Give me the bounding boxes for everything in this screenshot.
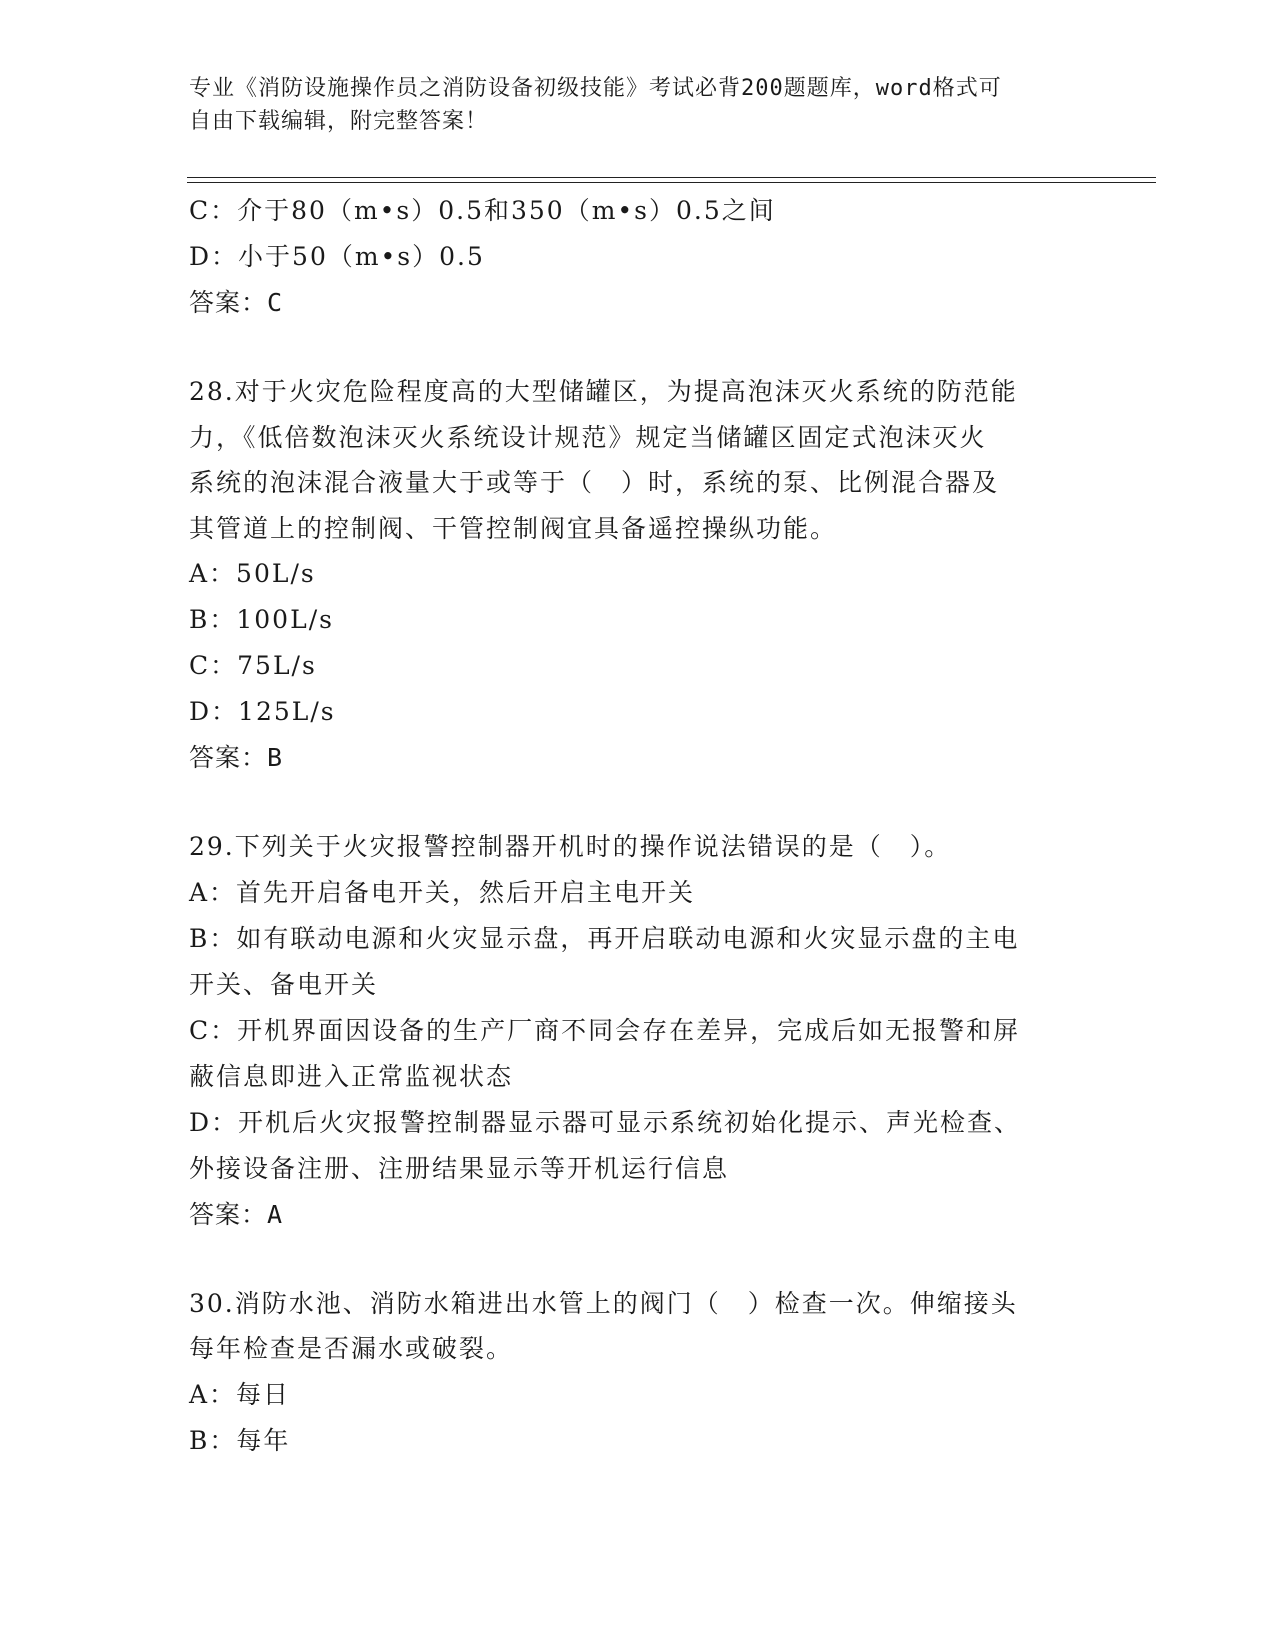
option-a: A：首先开启备电开关，然后开启主电开关	[189, 877, 696, 907]
question-text-line: 每年检查是否漏水或破裂。	[189, 1334, 514, 1363]
header-title-line-2: 自由下载编辑，附完整答案！	[189, 109, 489, 134]
option-b: B：如有联动电源和火灾显示盘，再开启联动电源和火灾显示盘的主电	[189, 923, 1020, 953]
question-text-line: 29.下列关于火灾报警控制器开机时的操作说法错误的是（ ）。	[189, 832, 952, 861]
question-29	[189, 824, 1089, 1238]
option-c: C：75L/s	[189, 651, 317, 680]
document-header	[189, 72, 1089, 138]
option-d: D：125L/s	[189, 697, 336, 726]
option-a: A：每日	[189, 1379, 291, 1409]
option-c: C：开机界面因设备的生产厂商不同会存在差异，完成后如无报警和屏	[189, 1015, 1021, 1045]
option-c: C：介于80（m•s）0.5和350（m•s）0.5之间	[189, 196, 776, 225]
header-title-line-1: 专业《消防设施操作员之消防设备初级技能》考试必背200题题库，word格式可	[189, 76, 1002, 101]
option-d: D：小于50（m•s）0.5	[189, 242, 485, 271]
option-a: A：50L/s	[189, 559, 316, 588]
answer-line: 答案：B	[189, 743, 284, 772]
question-30	[189, 1281, 1089, 1464]
header-divider-bottom	[187, 182, 1156, 183]
option-b: B：100L/s	[189, 605, 334, 634]
option-b-continued: 开关、备电开关	[189, 969, 379, 999]
option-c-continued: 蔽信息即进入正常监视状态	[189, 1061, 514, 1091]
document-body	[189, 188, 1089, 1464]
option-d-continued: 外接设备注册、注册结果显示等开机运行信息	[189, 1153, 730, 1183]
option-d: D：开机后火灾报警控制器显示器可显示系统初始化提示、声光检查、	[189, 1107, 1022, 1137]
question-28	[189, 369, 1089, 781]
answer-line: 答案：A	[189, 1199, 284, 1229]
question-text-line: 30.消防水池、消防水箱进出水管上的阀门（ ）检查一次。伸缩接头	[189, 1288, 1018, 1318]
question-text-line: 力，《低倍数泡沫灭火系统设计规范》规定当储罐区固定式泡沫灭火	[189, 422, 987, 452]
question-text-line: 系统的泡沫混合液量大于或等于（ ）时，系统的泵、比例混合器及	[189, 468, 1000, 497]
question-text-line: 其管道上的控制阀、干管控制阀宜具备遥控操纵功能。	[189, 513, 838, 543]
header-divider-top	[187, 177, 1156, 178]
question-27-tail	[189, 188, 1089, 326]
answer-line: 答案：C	[189, 288, 284, 317]
option-b: B：每年	[189, 1425, 291, 1455]
question-text-line: 28.对于火灾危险程度高的大型储罐区，为提高泡沫灭火系统的防范能	[189, 377, 1018, 406]
